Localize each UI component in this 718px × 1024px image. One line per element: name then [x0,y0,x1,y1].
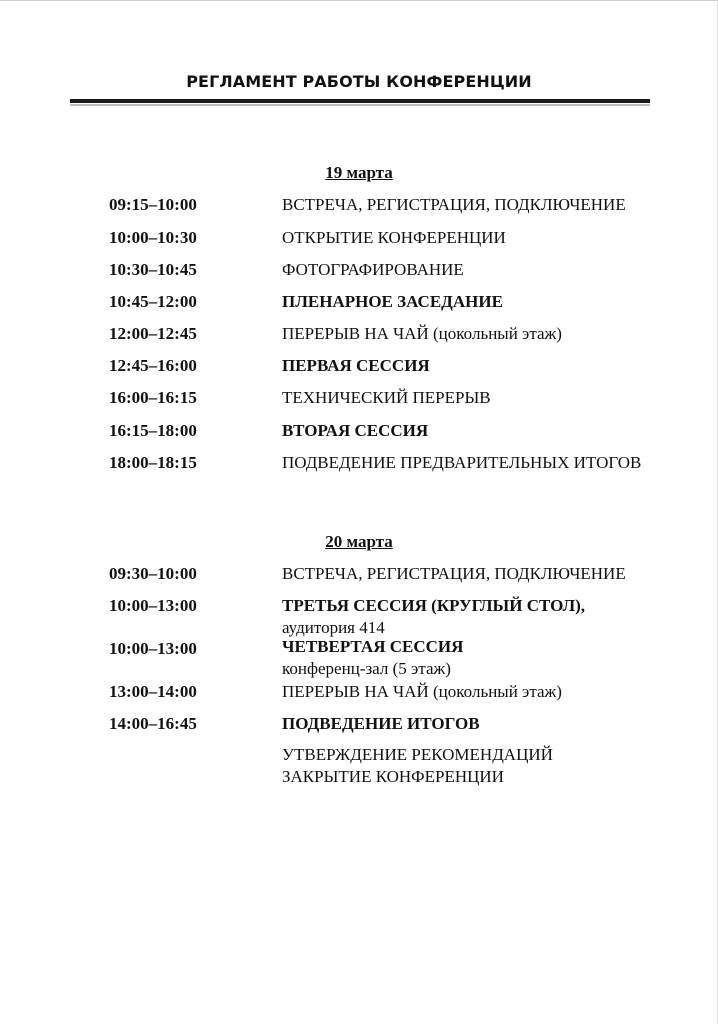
title-divider [70,99,650,103]
schedule-event: ЗАКРЫТИЕ КОНФЕРЕНЦИИ [282,767,504,786]
schedule-time: 12:45–16:00 [109,356,197,375]
schedule-time: 16:00–16:15 [109,388,197,407]
day-heading-2: 20 марта [325,532,393,551]
schedule-event: ПЛЕНАРНОЕ ЗАСЕДАНИЕ [282,292,503,311]
schedule-time: 10:30–10:45 [109,260,197,279]
schedule-event: ПЕРВАЯ СЕССИЯ [282,356,430,375]
schedule-time: 13:00–14:00 [109,682,197,701]
schedule-event: ТЕХНИЧЕСКИЙ ПЕРЕРЫВ [282,388,491,407]
page-title: РЕГЛАМЕНТ РАБОТЫ КОНФЕРЕНЦИИ [186,72,532,91]
schedule-event: ФОТОГРАФИРОВАНИЕ [282,260,464,279]
title-divider-shadow [70,104,650,106]
schedule-event: ПЕРЕРЫВ НА ЧАЙ (цокольный этаж) [282,682,562,701]
schedule-event: ВСТРЕЧА, РЕГИСТРАЦИЯ, ПОДКЛЮЧЕНИЕ [282,195,626,214]
day-heading-1: 19 марта [325,163,393,182]
schedule-event: ВТОРАЯ СЕССИЯ [282,421,429,440]
schedule-time: 10:45–12:00 [109,292,197,311]
schedule-event: ПОДВЕДЕНИЕ ПРЕДВАРИТЕЛЬНЫХ ИТОГОВ [282,453,642,472]
schedule-time: 12:00–12:45 [109,324,197,343]
schedule-time: 18:00–18:15 [109,453,197,472]
schedule-time: 09:30–10:00 [109,564,197,583]
schedule-event: ОТКРЫТИЕ КОНФЕРЕНЦИИ [282,228,506,247]
schedule-event: ЧЕТВЕРТАЯ СЕССИЯ [282,637,464,656]
schedule-event: ПОДВЕДЕНИЕ ИТОГОВ [282,714,480,733]
schedule-time: 09:15–10:00 [109,195,197,214]
schedule-time: 10:00–10:30 [109,228,197,247]
schedule-time: 16:15–18:00 [109,421,197,440]
schedule-event: ТРЕТЬЯ СЕССИЯ (КРУГЛЫЙ СТОЛ), [282,596,586,615]
schedule-event-location: конференц-зал (5 этаж) [282,659,451,678]
schedule-time: 14:00–16:45 [109,714,197,733]
schedule-time: 10:00–13:00 [109,639,197,658]
schedule-event: ВСТРЕЧА, РЕГИСТРАЦИЯ, ПОДКЛЮЧЕНИЕ [282,564,626,583]
schedule-event: УТВЕРЖДЕНИЕ РЕКОМЕНДАЦИЙ [282,745,553,764]
schedule-time: 10:00–13:00 [109,596,197,615]
schedule-event-location: аудитория 414 [282,618,385,637]
schedule-event: ПЕРЕРЫВ НА ЧАЙ (цокольный этаж) [282,324,562,343]
